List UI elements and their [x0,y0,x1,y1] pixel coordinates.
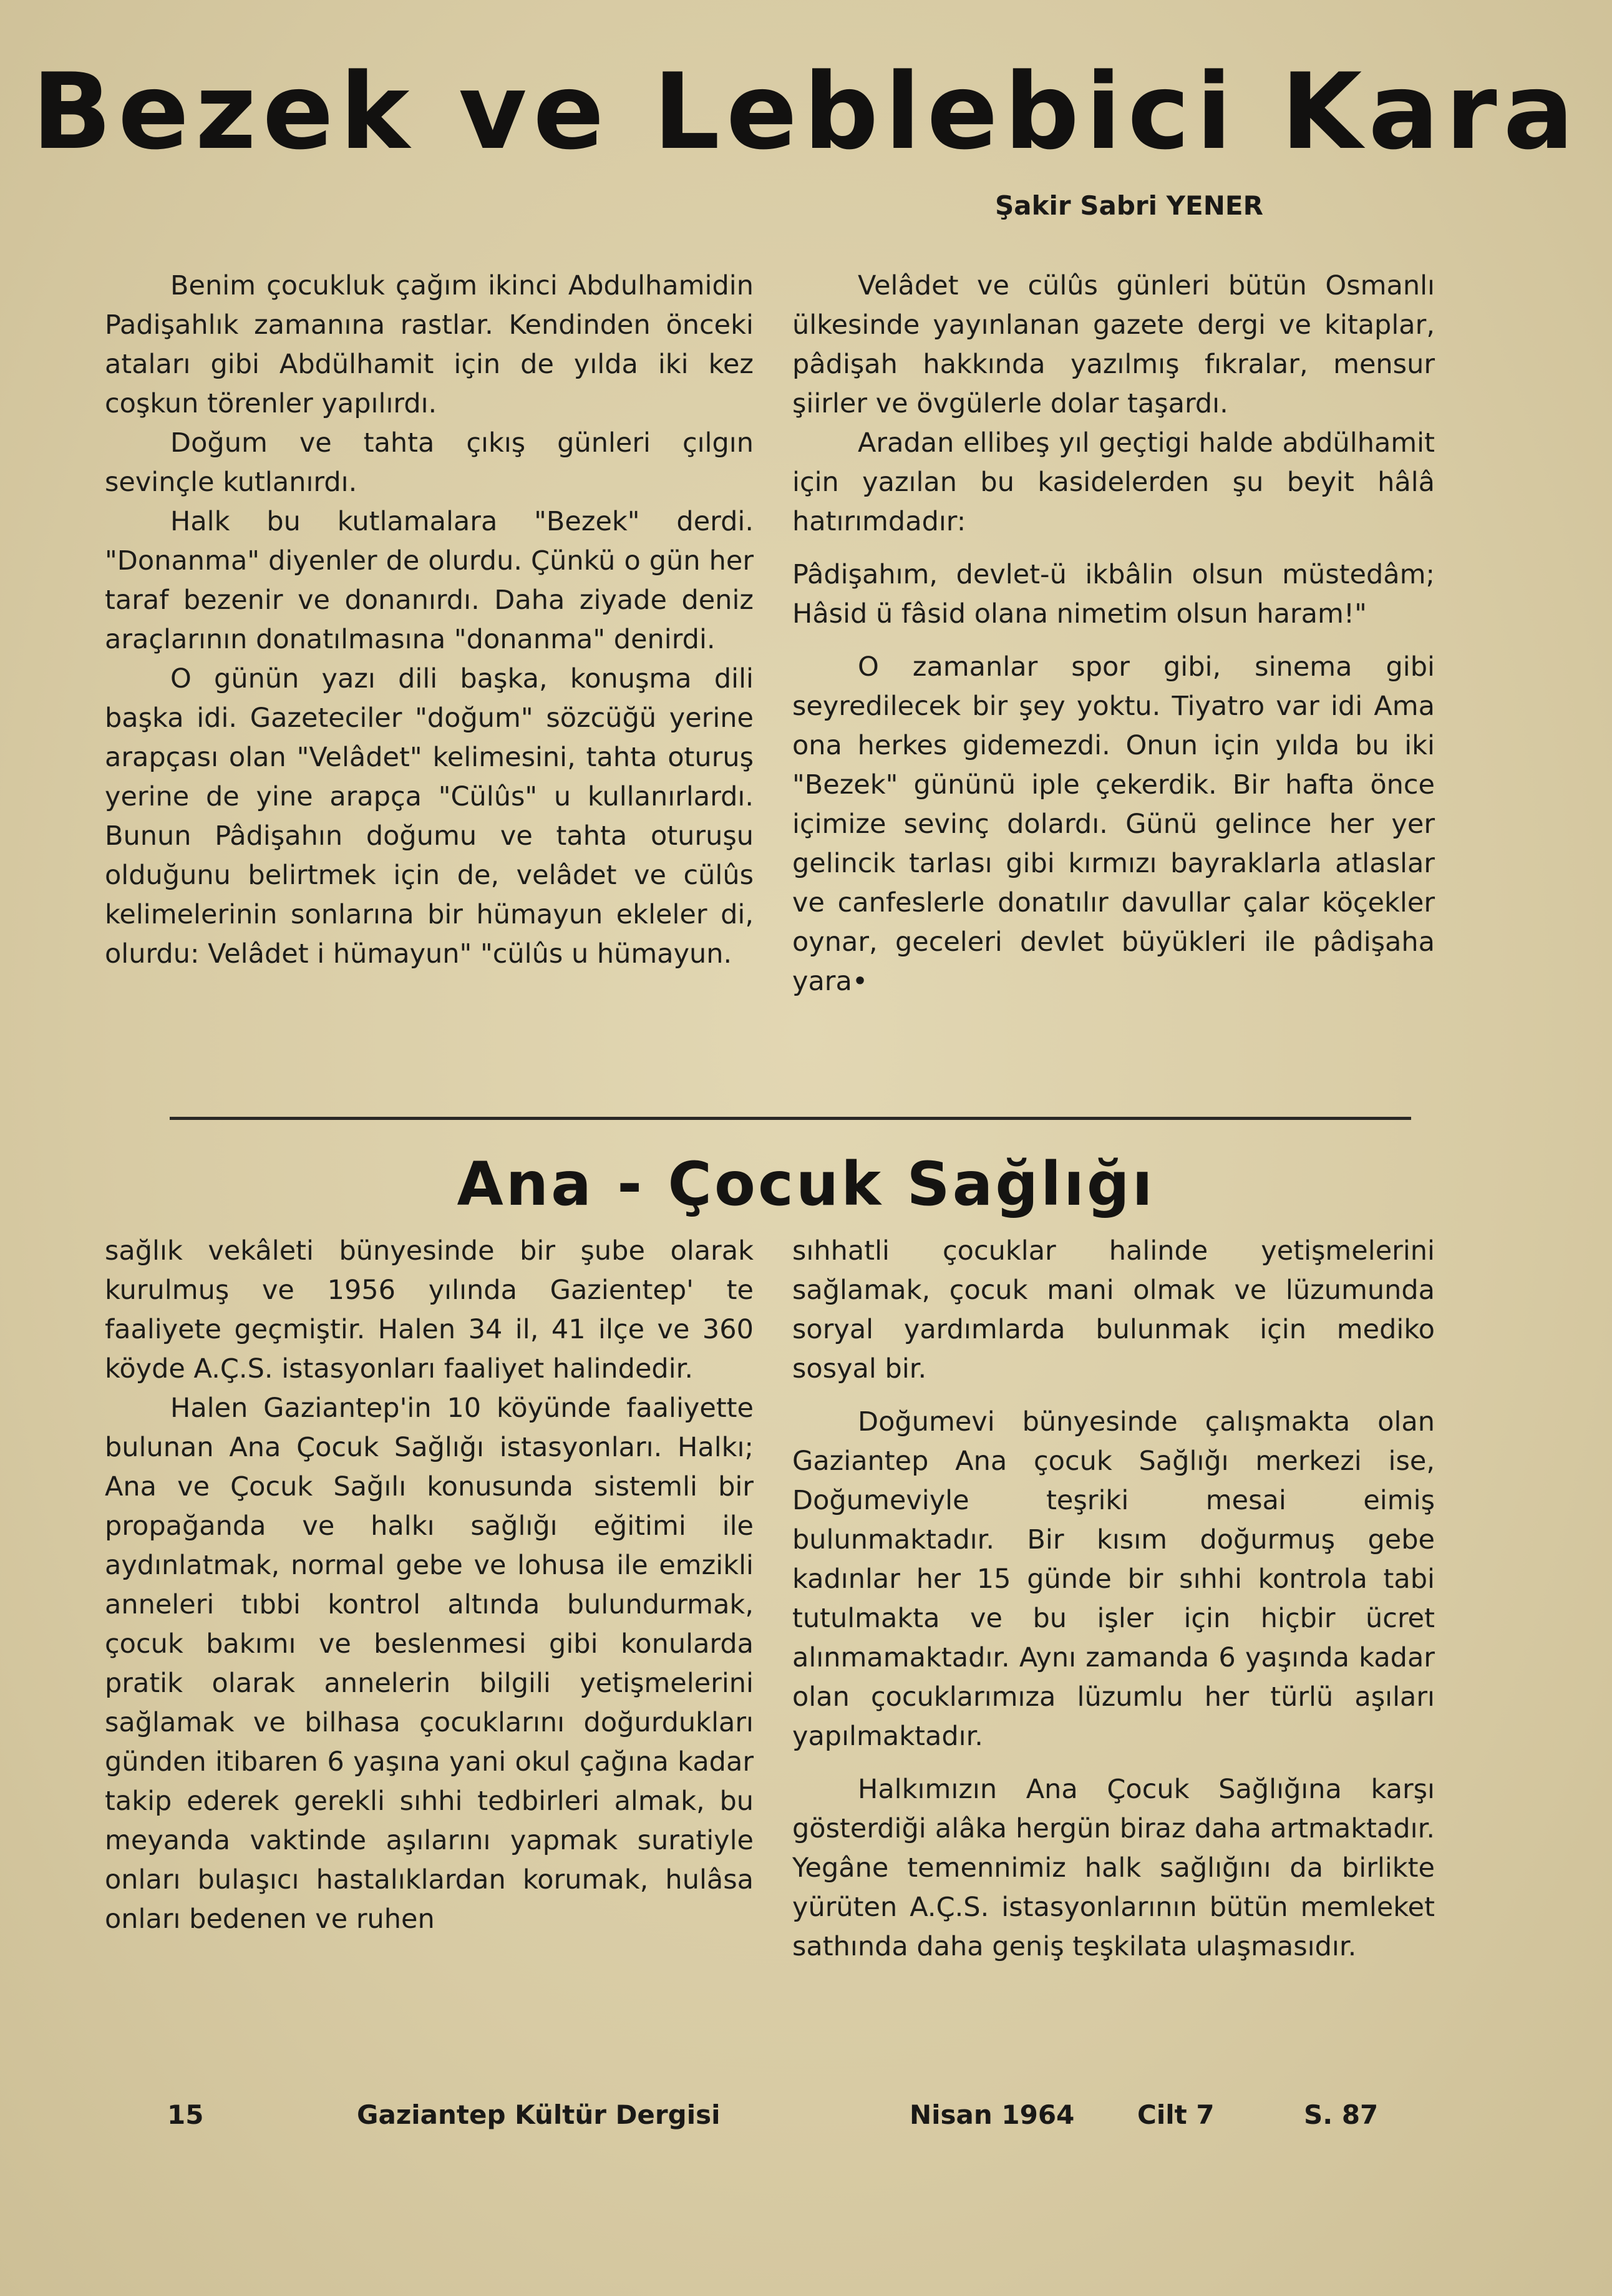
author-byline: Şakir Sabri YENER [995,190,1263,221]
paragraph: Halk bu kutlamalara "Bezek" derdi. "Donanma" diyenler de olurdu. Çünkü o gün her taraf bezenir ve donanırdı. Daha ziyade deniz araçlarının donatılmasına "donanma" denirdi. [105,506,754,655]
footer-date: Nisan 1964 [910,2099,1075,2130]
article1-column-right [792,266,1435,1001]
article2-column-left [105,1232,754,1939]
footer-page-number: 15 [167,2099,204,2130]
paragraph: Doğum ve tahta çıkış günleri çılgın sevinçle kutlanırdı. [105,427,754,498]
verse: Pâdişahım, devlet-ü ikbâlin olsun müstedâm; Hâsid ü fâsid olana nimetim olsun haram!" [792,559,1435,630]
article2-column-right [792,1232,1435,1967]
footer-magazine-name: Gaziantep Kültür Dergisi [357,2099,721,2130]
paragraph: sıhhatli çocuklar halinde yetişmelerini sağlamak, çocuk mani olmak ve lüzumunda soryal yardımlarda bulunmak için mediko sosyal bir. [792,1235,1435,1384]
paragraph: Halkımızın Ana Çocuk Sağlığına karşı gösterdiği alâka hergün biraz daha artmaktadır. Yegâne temennimiz halk sağlığını da birlikte yürüten A.Ç.S. istasyonlarının bütün memleket sathında daha geniş teşkilata ulaşmasıdır. [792,1774,1435,1962]
article-title: Bezek ve Leblebici Kara [32,51,1580,173]
paragraph: Velâdet ve cülûs günleri bütün Osmanlı ülkesinde yayınlanan gazete dergi ve kitaplar, pâdişah hakkında yazılmış fıkralar, mensur şiirler ve övgülerle dolar taşardı. [792,270,1435,419]
footer-issue: S. 87 [1304,2099,1379,2130]
paragraph: sağlık vekâleti bünyesinde bir şube olarak kurulmuş ve 1956 yılında Gazientep' te faaliyete geçmiştir. Halen 34 il, 41 ilçe ve 360 köyde A.Ç.S. istasyonları faaliyet halindedir. [105,1235,754,1384]
article1-column-left [105,266,754,974]
section-title: Ana - Çocuk Sağlığı [457,1149,1155,1219]
section-divider [170,1117,1411,1120]
paragraph: O zamanlar spor gibi, sinema gibi seyredilecek bir şey yoktu. Tiyatro var idi Ama ona herkes gidemezdi. Onun için yılda bu iki "Bezek" gününü iple çekerdik. Bir hafta önce içimize sevinç dolardı. Günü gelince her yer gelincik tarlası gibi kırmızı bayraklarla atlaslar ve canfeslerle donatılır davullar çalar köçekler oynar, geceleri devlet büyükleri ile pâdişaha yara• [792,651,1435,997]
paragraph: Halen Gaziantep'in 10 köyünde faaliyette bulunan Ana Çocuk Sağlığı istasyonları. Halkı; Ana ve Çocuk Sağılı konusunda sistemli bir propağanda ve halkı sağlığı eğitimi ile aydınlatmak, normal gebe ve lohusa ile emzikli anneleri tıbbi kontrol altında bulundurmak, çocuk bakımı ve beslenmesi gibi konularda pratik olarak annelerin bilgili yetişmelerini sağlamak ve bilhasa çocuklarını doğurdukları günden itibaren 6 yaşına yani okul çağına kadar takip ederek gerekli sıhhi tedbirleri almak, bu meyanda vaktinde aşılarını yapmak suratiyle onları bulaşıcı hastalıklardan korumak, hulâsa onları bedenen ve ruhen [105,1393,754,1935]
paragraph: Benim çocukluk çağım ikinci Abdulhamidin Padişahlık zamanına rastlar. Kendinden önceki ataları gibi Abdülhamit için de yılda iki kez coşkun törenler yapılırdı. [105,270,754,419]
paragraph: Doğumevi bünyesinde çalışmakta olan Gaziantep Ana çocuk Sağlığı merkezi ise, Doğumeviyle teşriki mesai eimiş bulunmaktadır. Bir kısım doğurmuş gebe kadınlar her 15 günde bir sıhhi kontrola tabi tutulmakta ve bu işler için hiçbir ücret alınmamaktadır. Aynı zamanda 6 yaşında kadar olan çocuklarımıza lüzumlu her türlü aşıları yapılmaktadır. [792,1406,1435,1752]
footer-volume: Cilt 7 [1137,2099,1215,2130]
paragraph: Aradan ellibeş yıl geçtigi halde abdülhamit için yazılan bu kasidelerden şu beyit hâlâ hatırımdadır: [792,427,1435,537]
paragraph: O günün yazı dili başka, konuşma dili başka idi. Gazeteciler "doğum" sözcüğü yerine arapçası olan "Velâdet" kelimesini, tahta oturuş yerine de yine arapça "Cülûs" u kullanırlardı. Bunun Pâdişahın doğumu ve tahta oturuşu olduğunu belirtmek için de, velâdet ve cülûs kelimelerinin sonlarına bir hümayun ekleler di, olurdu: Velâdet i hümayun" "cülûs u hümayun. [105,663,754,970]
